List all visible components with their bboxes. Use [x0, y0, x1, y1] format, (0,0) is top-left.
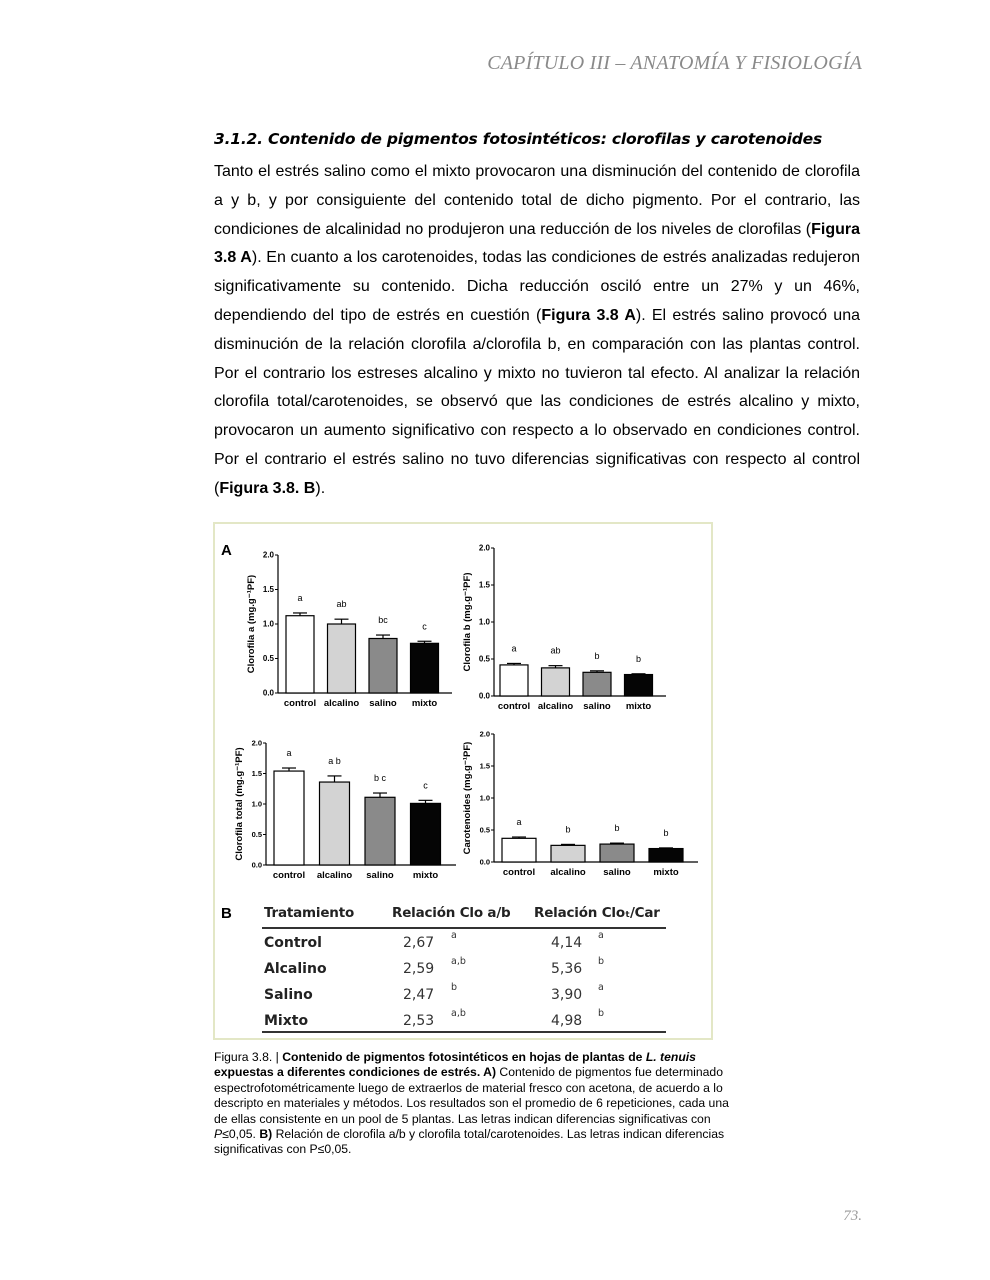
row-ratio-ab: 2,47 [403, 987, 435, 1003]
x-tick-label: alcalino [537, 701, 574, 712]
y-tick-label: 1.5 [479, 761, 490, 771]
x-tick-label: mixto [411, 698, 438, 709]
bar [500, 665, 528, 696]
x-tick-label: alcalino [550, 867, 586, 878]
page-number: 73. [843, 1208, 862, 1224]
bar [583, 672, 611, 696]
row-ratio-car: 3,90 [551, 987, 583, 1003]
body-text-part: ). El estrés salino provocó una disminución de la relación clorofila a/clorofila b, en comparación con las plantas control. Por el contrario los estreses alcalino y mixto no tuvieron tal efecto. Al analizar la relación clorofila total/carotenoides, se observó que las condiciones de estrés alcalino y mixto, provocaron un aumento significativo con respecto a lo observado en condiciones control. Por el contrario el estrés salino no tuvo diferencias significativas con respecto al control ( [214, 306, 861, 497]
significance-letter: c [423, 780, 428, 791]
row-ratio-ab: 2,59 [403, 961, 435, 977]
caption-p-symbol: P [214, 1127, 223, 1142]
y-tick-label: 1.0 [479, 793, 490, 803]
table-row [262, 1009, 666, 1033]
significance-letter: ab [336, 599, 347, 610]
y-tick-label: 0.0 [262, 688, 274, 698]
y-tick-label: 2.0 [251, 738, 262, 748]
x-tick-label: control [272, 870, 306, 881]
figure-reference: Figura 3.8 A [541, 306, 636, 324]
x-tick-label: alcalino [316, 870, 353, 881]
row-ratio-ab-letter: a,b [451, 1008, 466, 1019]
x-tick-label: salino [366, 870, 394, 881]
row-ratio-car-letter: a [598, 982, 604, 993]
significance-letter: b [663, 827, 669, 838]
significance-letter: b c [373, 773, 387, 784]
significance-letter: c [422, 621, 427, 632]
bar [411, 643, 439, 693]
row-treatment: Salino [264, 987, 313, 1003]
row-ratio-ab: 2,67 [403, 935, 435, 951]
row-ratio-car: 5,36 [551, 961, 583, 977]
bar-chart-carotenoides [456, 726, 698, 882]
bar-chart-clorofila-total [232, 733, 458, 883]
y-tick-label: 1.0 [262, 619, 274, 629]
significance-letter: a [286, 748, 292, 759]
bar [551, 845, 585, 862]
y-tick-label: 2.0 [479, 729, 490, 739]
y-tick-label: 1.5 [262, 585, 274, 594]
y-tick-label: 1.5 [478, 580, 490, 590]
significance-letter: ab [550, 645, 561, 656]
table-header-ratio-ab: Relación Clo a/b [392, 905, 511, 921]
caption-text: ≤0,05. [222, 1127, 260, 1142]
row-ratio-ab-letter: b [451, 982, 458, 993]
y-axis-label: Clorofila b (mg.g⁻¹PF) [462, 572, 473, 672]
table-row [262, 983, 666, 1007]
row-treatment: Mixto [264, 1013, 309, 1029]
x-tick-label: control [502, 867, 536, 878]
x-tick-label: salino [583, 701, 611, 712]
significance-letter: a b [328, 755, 341, 766]
y-tick-label: 1.5 [251, 769, 262, 778]
bar [286, 616, 314, 693]
body-text-part: ). [315, 479, 326, 497]
bar [625, 675, 653, 696]
body-text-part: Tanto el estrés salino como el mixto provocaron una disminución del contenido de clorofila a y b, y por consiguiente del contenido total de dicho pigmento. Por el contrario, las condiciones de alcalinidad no produjeron una reducción de los niveles de clorofilas ( [214, 163, 860, 238]
body-text-part: ). En cuanto a los carotenoides, todas las condiciones de estrés analizadas redujeron significativamente su contenido. Dicha reducción osciló entre un 27% y un 46%, dependiendo del tipo de estrés en cuestión ( [214, 249, 860, 324]
table-rule-bottom [262, 1031, 666, 1033]
body-paragraph [214, 158, 860, 504]
bar [274, 771, 304, 865]
row-ratio-car-letter: b [598, 956, 605, 967]
row-ratio-ab-letter: a [451, 930, 457, 941]
y-tick-label: 0.0 [251, 860, 262, 870]
caption-species: L. tenuis [645, 1050, 696, 1064]
figure-reference: Figura 3.8 A [214, 220, 860, 267]
y-tick-label: 0.5 [479, 825, 490, 835]
caption-text: Contenido de pigmentos fue determinado espectrofotométricamente luego de extraerlos de material fresco con acetona, de acuerdo a lo descripto en materiales y métodos. Los resultados son el promedio de 6 repeticiones, cada una de ellas consistente en un pool de 5 plantas. Las letras indican diferencias significativas con [214, 1065, 729, 1126]
row-treatment: Control [264, 935, 322, 951]
significance-letter: a [511, 643, 517, 654]
caption-title-end: expuestas a diferentes condiciones de estrés. A) [214, 1065, 496, 1080]
caption-lead: Figura 3.8. | [214, 1050, 283, 1064]
row-ratio-car: 4,14 [551, 935, 583, 951]
significance-letter: b [594, 650, 600, 661]
y-tick-label: 0.5 [262, 654, 274, 663]
x-tick-label: control [283, 698, 317, 709]
bar [320, 782, 350, 865]
y-tick-label: 0.5 [251, 830, 262, 839]
x-tick-label: salino [369, 698, 397, 709]
significance-letter: b [635, 653, 642, 664]
significance-letter: a [297, 592, 303, 603]
section-heading: 3.1.2. Contenido de pigmentos fotosintéticos: clorofilas y carotenoides [214, 130, 822, 148]
y-tick-label: 0.5 [478, 654, 490, 664]
table-rule-top [262, 927, 666, 929]
bar [542, 668, 570, 696]
significance-letter: b [565, 824, 571, 835]
running-head: CAPÍTULO III – ANATOMÍA Y FISIOLOGÍA [487, 52, 862, 74]
table-header-ratio-car: Relación Cloₜ/Car [534, 905, 660, 921]
bar-chart-clorofila-b [456, 540, 678, 718]
y-axis-label: Clorofila a (mg.g⁻¹PF) [246, 574, 257, 674]
y-tick-label: 1.0 [478, 617, 490, 627]
x-tick-label: mixto [653, 867, 679, 878]
row-ratio-car-letter: a [598, 930, 604, 941]
x-tick-label: mixto [625, 701, 652, 712]
y-tick-label: 2.0 [262, 550, 274, 560]
bar [328, 624, 356, 693]
bar-chart-clorofila-a [236, 545, 456, 715]
y-axis-label: Carotenoides (mg.g⁻¹PF) [462, 741, 473, 855]
x-tick-label: alcalino [323, 698, 360, 709]
significance-letter: a [516, 817, 522, 828]
row-ratio-car-letter: b [598, 1008, 605, 1019]
bar [365, 797, 395, 865]
x-tick-label: control [497, 701, 531, 712]
panel-label-a: A [221, 542, 232, 559]
row-ratio-car: 4,98 [551, 1013, 583, 1029]
significance-letter: bc [378, 615, 388, 626]
row-ratio-ab-letter: a,b [451, 956, 466, 967]
y-tick-label: 2.0 [478, 543, 490, 553]
table-header-tratamiento: Tratamiento [264, 905, 355, 921]
bar [649, 849, 683, 862]
row-treatment: Alcalino [264, 961, 327, 977]
x-tick-label: salino [603, 867, 631, 878]
panel-label-b: B [221, 905, 232, 922]
figure-caption [214, 1050, 734, 1158]
y-axis-label: Clorofila total (mg.g⁻¹PF) [234, 747, 245, 861]
x-tick-label: mixto [412, 870, 439, 881]
bar [369, 638, 397, 693]
bar [502, 838, 536, 862]
bar [411, 803, 441, 865]
bar [600, 844, 634, 862]
y-tick-label: 0.0 [479, 857, 490, 867]
row-ratio-ab: 2,53 [403, 1013, 435, 1029]
caption-panel-b-label: B) [259, 1127, 273, 1142]
caption-title: Contenido de pigmentos fotosintéticos en hojas de plantas de [282, 1050, 646, 1064]
table-row [262, 957, 666, 981]
table-row [262, 931, 666, 955]
caption-text: Relación de clorofila a/b y clorofila total/carotenoides. Las letras indican diferencias significativas con P≤0,05. [214, 1127, 725, 1157]
y-tick-label: 0.0 [478, 691, 490, 701]
y-tick-label: 1.0 [251, 799, 262, 809]
significance-letter: b [614, 823, 620, 834]
figure-reference: Figura 3.8. B [219, 479, 316, 497]
